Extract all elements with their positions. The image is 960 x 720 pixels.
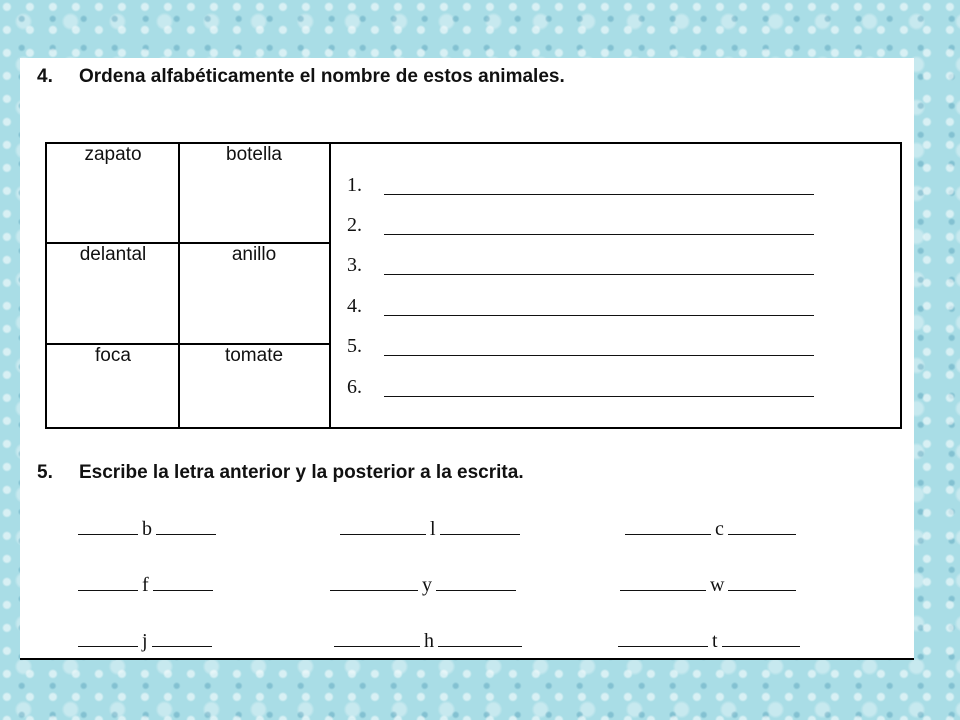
table-divider xyxy=(329,144,331,427)
word-cell: delantal xyxy=(79,244,147,265)
bottom-rule xyxy=(20,658,914,660)
answer-blank[interactable] xyxy=(156,516,216,535)
exercise-4-number: 4. xyxy=(37,66,53,87)
answer-line-number: 1. xyxy=(347,174,362,196)
given-letter: h xyxy=(424,630,434,652)
answer-blank[interactable] xyxy=(78,572,138,591)
given-letter: t xyxy=(712,630,718,652)
word-cell: zapato xyxy=(84,144,142,165)
answer-blank[interactable] xyxy=(384,315,814,316)
answer-line-number: 2. xyxy=(347,214,362,236)
answer-line-number: 3. xyxy=(347,254,362,276)
given-letter: b xyxy=(142,518,152,540)
answer-blank[interactable] xyxy=(340,516,426,535)
exercise-5-heading xyxy=(37,462,524,484)
answer-blank[interactable] xyxy=(625,516,711,535)
given-letter: f xyxy=(142,574,149,596)
answer-blank[interactable] xyxy=(334,628,420,647)
answer-blank[interactable] xyxy=(440,516,520,535)
answer-line-number: 4. xyxy=(347,295,362,317)
answer-blank[interactable] xyxy=(436,572,516,591)
given-letter: w xyxy=(710,574,725,596)
given-letter: y xyxy=(422,574,432,596)
word-cell: tomate xyxy=(224,345,284,366)
answer-blank[interactable] xyxy=(384,274,814,275)
letter-item xyxy=(334,628,522,653)
answer-blank[interactable] xyxy=(728,572,796,591)
letter-item xyxy=(78,628,212,653)
table-divider xyxy=(178,144,180,427)
answer-blank[interactable] xyxy=(78,516,138,535)
answer-blank[interactable] xyxy=(78,628,138,647)
word-cell: anillo xyxy=(231,244,277,265)
letter-item xyxy=(78,516,216,541)
answer-blank[interactable] xyxy=(384,355,814,356)
letter-item xyxy=(340,516,520,541)
exercise-4-instruction: Ordena alfabéticamente el nombre de estos animales. xyxy=(79,66,565,87)
letter-item xyxy=(330,572,516,597)
word-table xyxy=(45,142,902,429)
word-cell: foca xyxy=(95,345,131,366)
answer-blank[interactable] xyxy=(722,628,800,647)
exercise-5-instruction: Escribe la letra anterior y la posterior a la escrita. xyxy=(79,462,524,483)
answer-blank[interactable] xyxy=(152,628,212,647)
given-letter: l xyxy=(430,518,436,540)
exercise-5-number: 5. xyxy=(37,462,53,483)
answer-blank[interactable] xyxy=(620,572,706,591)
answer-line-number: 6. xyxy=(347,376,362,398)
answer-blank[interactable] xyxy=(330,572,418,591)
letter-item xyxy=(625,516,796,541)
word-cell: botella xyxy=(226,144,282,165)
answer-blank[interactable] xyxy=(153,572,213,591)
worksheet-page xyxy=(20,58,914,660)
exercise-4-heading xyxy=(37,66,565,88)
given-letter: c xyxy=(715,518,724,540)
answer-blank[interactable] xyxy=(728,516,796,535)
letter-item xyxy=(618,628,800,653)
answer-blank[interactable] xyxy=(384,234,814,235)
answer-blank[interactable] xyxy=(384,396,814,397)
letter-item xyxy=(78,572,213,597)
answer-line-number: 5. xyxy=(347,335,362,357)
answer-blank[interactable] xyxy=(438,628,522,647)
letter-item xyxy=(620,572,796,597)
answer-blank[interactable] xyxy=(384,194,814,195)
answer-blank[interactable] xyxy=(618,628,708,647)
given-letter: j xyxy=(142,630,148,652)
